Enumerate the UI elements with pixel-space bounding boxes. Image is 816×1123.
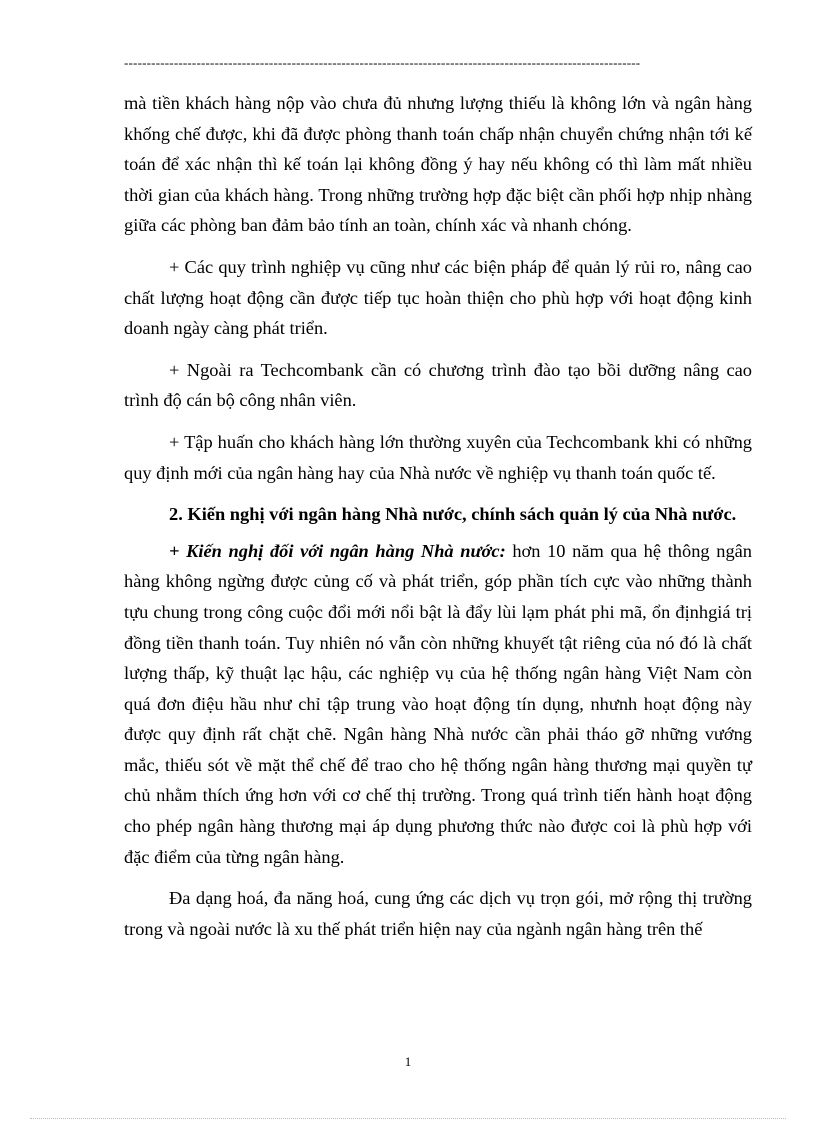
document-body (124, 88, 752, 944)
header-rule: ------------------------------------------------------------------------------------------------------------------ (124, 56, 641, 70)
recommendation-text: hơn 10 năm qua hệ thông ngân hàng không ngừng được củng cố và phát triển, góp phần tích cực vào những thành tựu chung trong công cuộc đổi mới nổi bật là đẩy lùi lạm phát phi mã, ổn địnhgiá trị đồng tiền thanh toán. Tuy nhiên nó vẫn còn những khuyết tật riêng của nó đó là chất lượng thấp, kỹ thuật lạc hậu, các nghiệp vụ của hệ thống ngân hàng Việt Nam còn quá đơn điệu hầu như chỉ tập trung vào hoạt động tín dụng, nhưnh hoạt động này được quy định rất chặt chẽ. Ngân hàng Nhà nước cần phải tháo gỡ những vướng mắc, thiếu sót về mặt thể chế để trao cho hệ thống ngân hàng thương mại quyền tự chủ nhằm thích ứng hơn với cơ chế thị trường. Trong quá trình tiến hành hoạt động cho phép ngân hàng thương mại áp dụng phương thức nào được coi là phù hợp với đặc điểm của từng ngân hàng. (124, 540, 752, 867)
recommendation-lead: + Kiến nghị đối với ngân hàng Nhà nước: (169, 540, 506, 561)
paragraph-state-bank-recommendation (124, 536, 752, 873)
page-bottom-divider (30, 1118, 786, 1119)
paragraph-procedures: + Các quy trình nghiệp vụ cũng như các biện pháp để quản lý rủi ro, nâng cao chất lượng hoạt động cần được tiếp tục hoàn thiện cho phù hợp với hoạt động kinh doanh ngày càng phát triển. (124, 256, 752, 339)
page-number: 1 (404, 1054, 412, 1069)
paragraph-training: + Ngoài ra Techcombank cần có chương trình đào tạo bồi dưỡng nâng cao trình độ cán bộ công nhân viên. (124, 359, 752, 411)
paragraph-diversification: Đa dạng hoá, đa năng hoá, cung ứng các dịch vụ trọn gói, mở rộng thị trường trong và ngoài nước là xu thế phát triển hiện nay của ngành ngân hàng trên thế (124, 888, 752, 939)
paragraph-customer-training: + Tập huấn cho khách hàng lớn thường xuyên của Techcombank khi có những quy định mới của ngân hàng hay của Nhà nước về nghiệp vụ thanh toán quốc tế. (124, 431, 752, 483)
paragraph-continuation: mà tiền khách hàng nộp vào chưa đủ nhưng lượng thiếu là không lớn và ngân hàng khống chế được, khi đã được phòng thanh toán chấp nhận chuyển chứng nhận tới kế toán để xác nhận thì kế toán lại không đồng ý hay nếu không có thì làm mất nhiều thời gian của khách hàng. Trong những trường hợp đặc biệt cần phối hợp nhịp nhàng giữa các phòng ban đảm bảo tính an toàn, chính xác và nhanh chóng. (124, 93, 752, 236)
section-heading: 2. Kiến nghị với ngân hàng Nhà nước, chính sách quản lý của Nhà nước. (169, 504, 737, 525)
